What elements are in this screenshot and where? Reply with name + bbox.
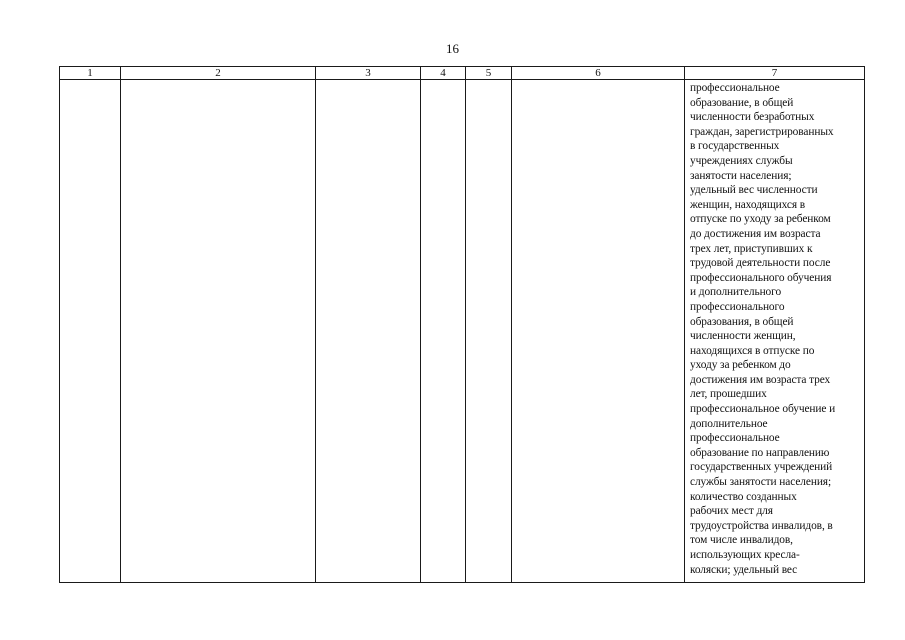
table-cell-col7 [685,80,865,583]
table-cell-col4 [421,80,466,583]
cell-text-col2 [121,80,315,81]
table-cell-col5 [466,80,512,583]
column-header-3: 3 [316,67,421,80]
page-number: 16 [446,41,459,56]
table-cell-col2 [121,80,316,583]
table-cell-col1 [60,80,121,583]
column-header-2: 2 [121,67,316,80]
column-header-5: 5 [466,67,512,80]
table-cell-col6 [512,80,685,583]
table-header-row [60,67,865,80]
document-table [59,66,865,583]
cell-text-col1 [60,80,120,81]
cell-text-col6 [512,80,684,81]
column-header-4: 4 [421,67,466,80]
table-cell-col3 [316,80,421,583]
cell-text-col5 [466,80,511,81]
column-header-7: 7 [685,67,865,80]
column-header-6: 6 [512,67,685,80]
column-header-1: 1 [60,67,121,80]
cell-text-col3 [316,80,420,81]
cell-text-col4 [421,80,465,81]
table-row [60,80,865,583]
cell-text-col7: профессиональное образование, в общей численности безработных граждан, зарегистрированных в государственных учреждениях службы занятости населения; удельный вес численности женщин, находящихся в отпуске по уходу за ребенком до достижения им возраста трех лет, приступивших к трудовой деятельности после профессионального обучения и дополнительного профессионального образования, в общей численности женщин, находящихся в отпуске по уходу за ребенком до достижения им возраста трех лет, прошедших профессиональное обучение и дополнительное профессиональное образование по направлению государственных учреждений службы занятости населения; количество созданных рабочих мест для трудоустройства инвалидов, в том числе инвалидов, использующих кресла- коляски; удельный вес [690,82,836,576]
